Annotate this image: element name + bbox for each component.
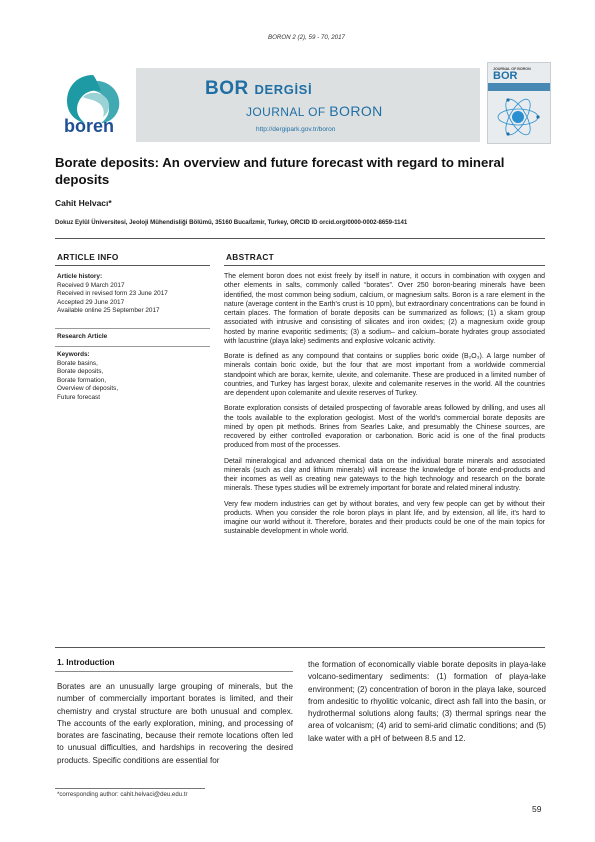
introduction-heading: 1. Introduction: [57, 657, 115, 667]
abstract-paragraph: Borate exploration consists of detailed prospecting of favorable areas followed by drilling, and uses all the tools available to the exploration geologist. Most of the world's commercial borate deposits are mined by open pit methods. Brines from Searles Lake, and presumably the Chinese sources, are recovered by either controlled evaporation or carbonation. Boric acid is one of the final products produced from most of the processes.: [224, 405, 545, 450]
article-author: Cahit Helvacı*: [55, 198, 112, 208]
keyword-item: Overview of deposits,: [57, 385, 119, 393]
article-info-heading: ARTICLE INFO: [57, 252, 119, 262]
abstract-body: [224, 272, 545, 543]
journal-title-bor: [205, 78, 312, 100]
cover-small-text: JOURNAL OF BORON: [493, 67, 531, 71]
journal-url-link[interactable]: http://dergipark.gov.tr/boron: [256, 126, 336, 133]
journal-of-boron: [246, 103, 383, 119]
intro-paragraph-right: the formation of economically viable borate deposits in playa-lake volcano-sedimentary sediments: (1) formation of playa-lake environment; (2) concentration of boron in the playa lake, sourced from andesitic to rhyolitic volcanic, direct ash fall into the basin, or hydrothermal solutions along faults; (3) thermal springs near the area of volcanism; (4) arid to semi-arid climatic conditions; and (5) lake water with a pH of between 8.5 and 12.: [308, 660, 546, 743]
history-revised: Received in revised form 23 June 2017: [57, 290, 168, 298]
keywords-label: Keywords:: [57, 351, 90, 358]
top-divider: [55, 238, 545, 239]
sidebar-divider: [55, 346, 210, 347]
introduction-left-column: [57, 681, 293, 767]
history-label: Article history:: [57, 273, 103, 280]
author-affiliation: Dokuz Eylül Üniversitesi, Jeoloji Mühendisliği Bölümü, 35160 Buca/İzmir, Turkey, ORCID ID orcid.org/0000-0002-8659-1141: [55, 219, 408, 226]
intro-paragraph-left: Borates are an unusually large grouping of minerals, but the number of commercially important borates is limited, and their chemistry and crystal structure are both unusual and complex. The accounts of the early exploration, mining, and processing of borates are fascinating, because their remote locations often led to unusual difficulties, and hardships in recovering the desired products. Specific conditions are essential for: [57, 682, 293, 765]
abstract-divider: [224, 265, 545, 266]
history-accepted: Accepted 29 June 2017: [57, 298, 125, 306]
footnote-divider: [55, 788, 205, 789]
journal-boron-label: BORON: [329, 103, 383, 119]
keyword-item: Borate basins,: [57, 359, 98, 367]
boren-logo: [55, 67, 135, 145]
abstract-paragraph: Very few modern industries can get by without borates, and very few people can get by without their products. When you consider the role boron plays in plant life, and by extension, all life, it's hard to imagine our world without it. Therefore, borates and their products could be one of the main topics for sustainable development in whole world.: [224, 500, 545, 536]
abstract-paragraph: The element boron does not exist freely by itself in nature, it occurs in combination with oxygen and other elements in salts, commonly called “borates”. Over 250 boron-bearing minerals have been identified, the most common being sodium, calcium, or magnesium salts. Boron is a rare element in the nature (average content in the Earth's crust is 10 ppm), but extraordinary concentrations can be found in certain places. The formation of borate deposits can be summarized as follows; (1) a skarn group associated with intrusive and consisting of silicates and iron oxides; (2) a magnesium oxide group hosted by marine evaporitic sediments; (3) a sodium– and calcium–borate hydrates group associated with lacustrine (playa lake) sediments and explosive volcanic activity.: [224, 273, 545, 345]
keyword-item: Borate formation,: [57, 376, 107, 384]
page-number: 59: [532, 804, 542, 814]
journal-title-bor-word: BOR: [205, 78, 249, 99]
journal-cover-thumbnail: [487, 62, 551, 144]
atom-illustration-icon: [488, 63, 550, 143]
history-received: Received 9 March 2017: [57, 281, 125, 289]
sidebar-divider: [55, 328, 210, 329]
introduction-divider: [55, 671, 293, 672]
keyword-item: Future forecast: [57, 393, 100, 401]
introduction-right-column: [308, 659, 546, 745]
journal-title-dergisi: DERGİSİ: [254, 82, 313, 97]
journal-reference: BORON 2 (2), 59 - 70, 2017: [267, 34, 345, 41]
article-type-label: Research Article: [57, 333, 108, 340]
logo-text: boren: [64, 116, 115, 136]
abstract-bottom-divider: [55, 647, 545, 648]
cover-bor-text: BOR: [493, 70, 518, 82]
history-online: Available online 25 September 2017: [57, 307, 160, 315]
abstract-heading: ABSTRACT: [226, 252, 275, 262]
article-type: [57, 333, 207, 342]
abstract-paragraph: Borate is defined as any compound that contains or supplies boric oxide (B₂O₃). A large number of minerals contain boric oxide, but the four that are most important from a worldwide commercial standpoint which are borax, kernite, ulexite, and colemanite. These are produced in a limited number of countries, and Turkey has largest borax, ulexite and colemanite reserves in the world. All the countries are dependent upon colemanite and ulexite reserves of Turkey.: [224, 353, 545, 397]
article-info-divider: [55, 265, 210, 266]
journal-of-label: JOURNAL OF: [246, 105, 326, 119]
keywords-block: [57, 351, 207, 403]
abstract-paragraph: Detail mineralogical and advanced chemical data on the individual borate minerals and associated minerals (such as clay and lithium minerals) will increase the knowledge of borate end-products and their incomes as well as creating new gateways to the high technology and research on the borate minerals. These types studies will be extremely important for borate and related mineral industry.: [224, 457, 545, 493]
corresponding-author-footnote: *corresponding author: cahit.helvaci@deu.edu.tr: [57, 791, 188, 798]
article-title: Borate deposits: An overview and future forecast with regard to mineral deposits: [55, 155, 505, 187]
keyword-item: Borate deposits,: [57, 368, 104, 376]
article-history: [57, 273, 207, 316]
